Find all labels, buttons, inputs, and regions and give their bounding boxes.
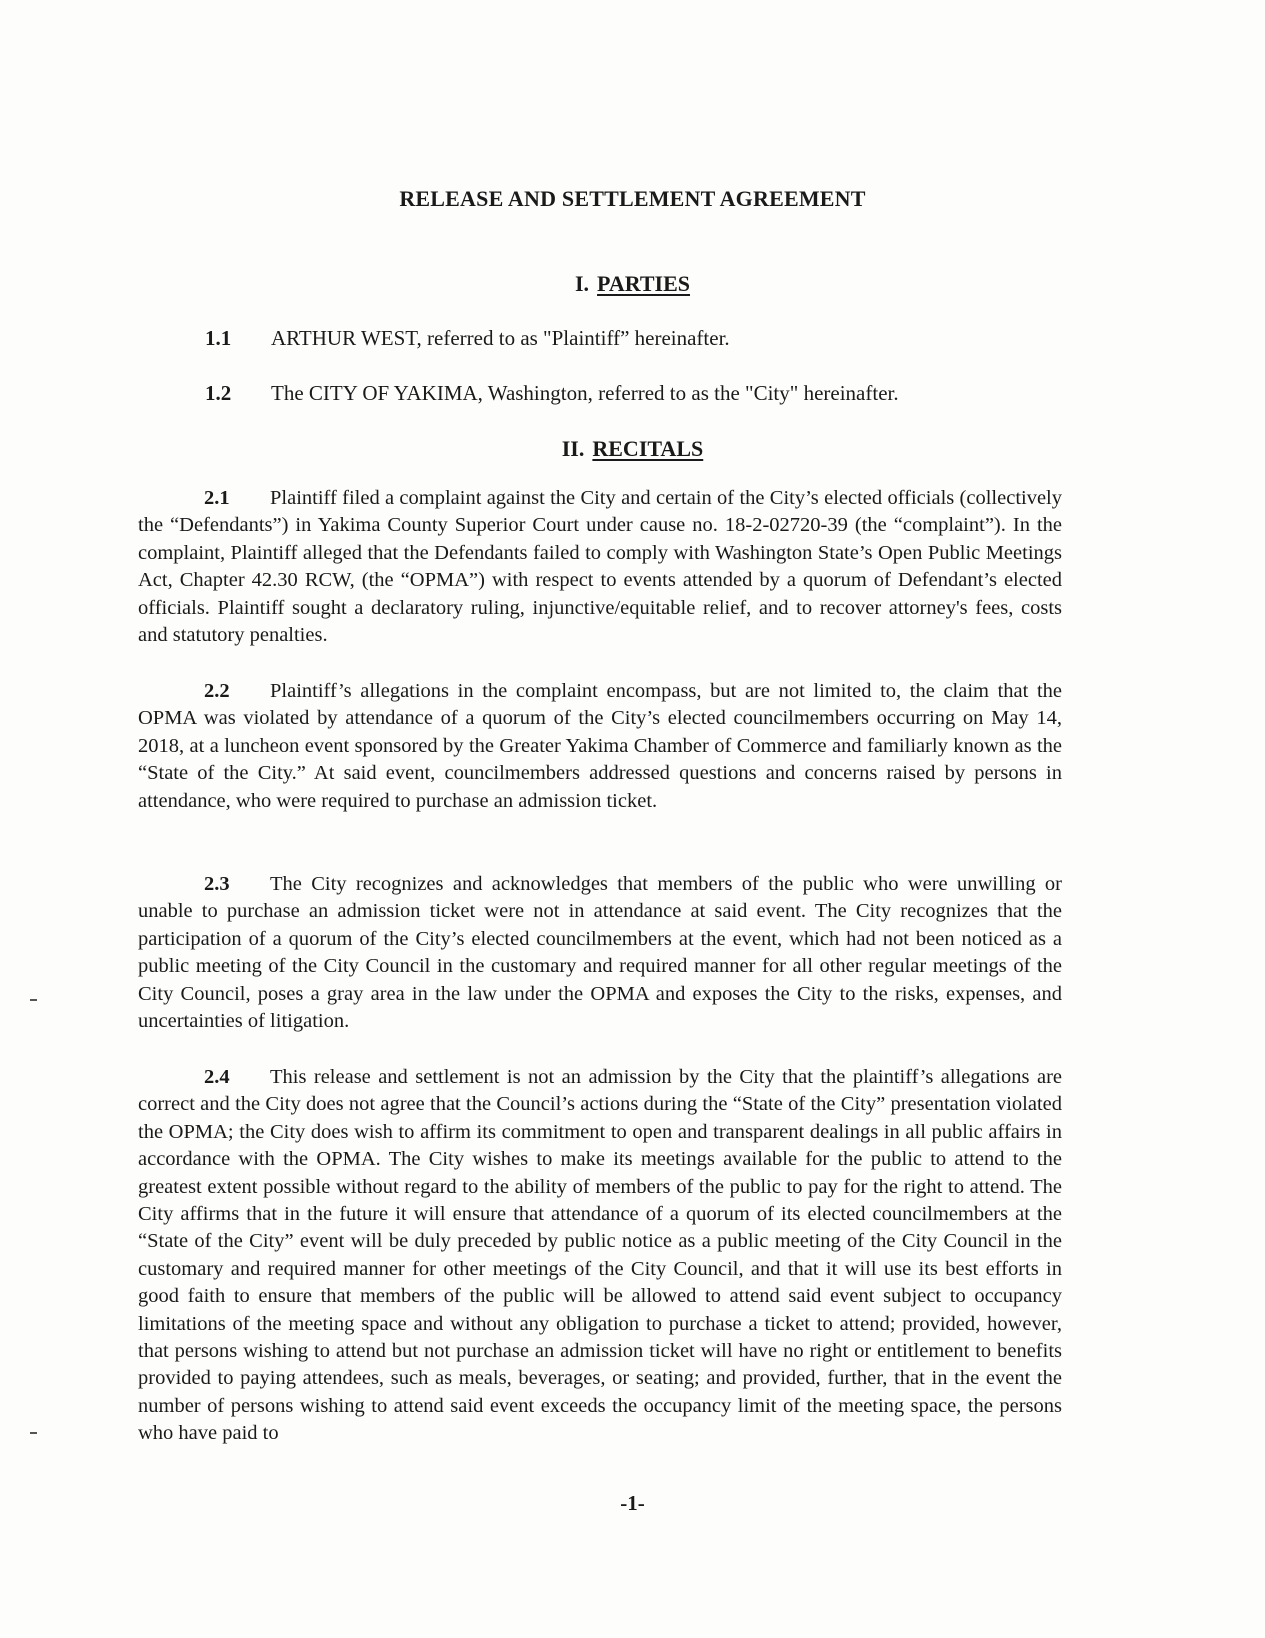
party-item (205, 326, 730, 351)
recital-number: 2.3 (204, 873, 230, 895)
recital-number: 2.2 (204, 680, 230, 702)
scan-mark (30, 1432, 37, 1434)
party-number: 1.1 (205, 326, 232, 350)
recital-text: Plaintiff filed a complaint against the City and certain of the City’s elected officials (collectively the “Defendants”) in Yakima County Superior Court under cause no. 18-2-02720-39 (the “complaint”). In the complaint, Plaintiff alleged that the Defendants failed to comply with Washington State’s Open Public Meetings Act, Chapter 42.30 RCW, (the “OPMA”) with respect to events attended by a quorum of Defendant’s elected officials. Plaintiff sought a declaratory ruling, injunctive/equitable relief, and to recover attorney's fees, costs and statutory penalties. (138, 487, 1062, 647)
recital-text: Plaintiff’s allegations in the complaint encompass, but are not limited to, the claim that the OPMA was violated by attendance of a quorum of the City’s elected councilmembers occurring on May 14, 2018, at a luncheon event sponsored by the Greater Yakima Chamber of Commerce and familiarly known as the “State of the City.” At said event, councilmembers addressed questions and concerns raised by persons in attendance, who were required to purchase an admission ticket. (138, 680, 1062, 812)
section-number: I. (574, 271, 590, 296)
recital-text: This release and settlement is not an admission by the City that the plaintiff’s allegations are correct and the City does not agree that the Council’s actions during the “State of the City” presentation violated the OPMA; the City does wish to affirm its commitment to open and transparent dealings in all public affairs in accordance with the OPMA. The City wishes to make its meetings available for the public to attend to the greatest extent possible without regard to the ability of members of the public to pay for the right to attend. The City affirms that in the future it will ensure that attendance of a quorum of its elected councilmembers at the “State of the City” event will be duly preceded by public notice as a public meeting of the City Council in the customary and required manner for other meetings of the City Council, and that it will use its best efforts in good faith to ensure that members of the public will be allowed to attend said event subject to occupancy limitations of the meeting space and without any obligation to purchase a ticket to attend; provided, however, that persons wishing to attend but not purchase an admission ticket will have no right or entitlement to benefits provided to paying attendees, such as meals, beverages, or seating; and provided, further, that in the event the number of persons wishing to attend said event exceeds the occupancy limit of the meeting space, the persons who have paid to (138, 1066, 1062, 1445)
recital-paragraph (138, 485, 1062, 649)
party-text: The CITY OF YAKIMA, Washington, referred to as the "City" hereinafter. (271, 381, 899, 405)
party-text: ARTHUR WEST, referred to as "Plaintiff” hereinafter. (271, 326, 730, 350)
party-item (205, 381, 899, 406)
section-heading-parties (0, 271, 1265, 297)
recital-paragraph (138, 1064, 1062, 1448)
recital-text: The City recognizes and acknowledges that members of the public who were unwilling or unable to purchase an admission ticket were not in attendance at said event. The City recognizes that the participation of a quorum of the City’s elected councilmembers at the event, which had not been noticed as a public meeting of the City Council in the customary and required manner for all other regular meetings of the City Council, poses a gray area in the law under the OPMA and exposes the City to the risks, expenses, and uncertainties of litigation. (138, 873, 1062, 1033)
section-title: RECITALS (592, 436, 704, 461)
recital-paragraph (138, 678, 1062, 815)
scan-mark (30, 999, 37, 1001)
section-number: II. (561, 436, 585, 461)
recital-number: 2.4 (204, 1066, 230, 1088)
party-number: 1.2 (205, 381, 232, 405)
section-heading-recitals (0, 436, 1265, 462)
document-title: RELEASE AND SETTLEMENT AGREEMENT (399, 186, 866, 211)
recital-paragraph (138, 871, 1062, 1035)
page-number: -1- (620, 1491, 645, 1515)
section-title: PARTIES (597, 271, 690, 296)
recital-number: 2.1 (204, 487, 230, 509)
